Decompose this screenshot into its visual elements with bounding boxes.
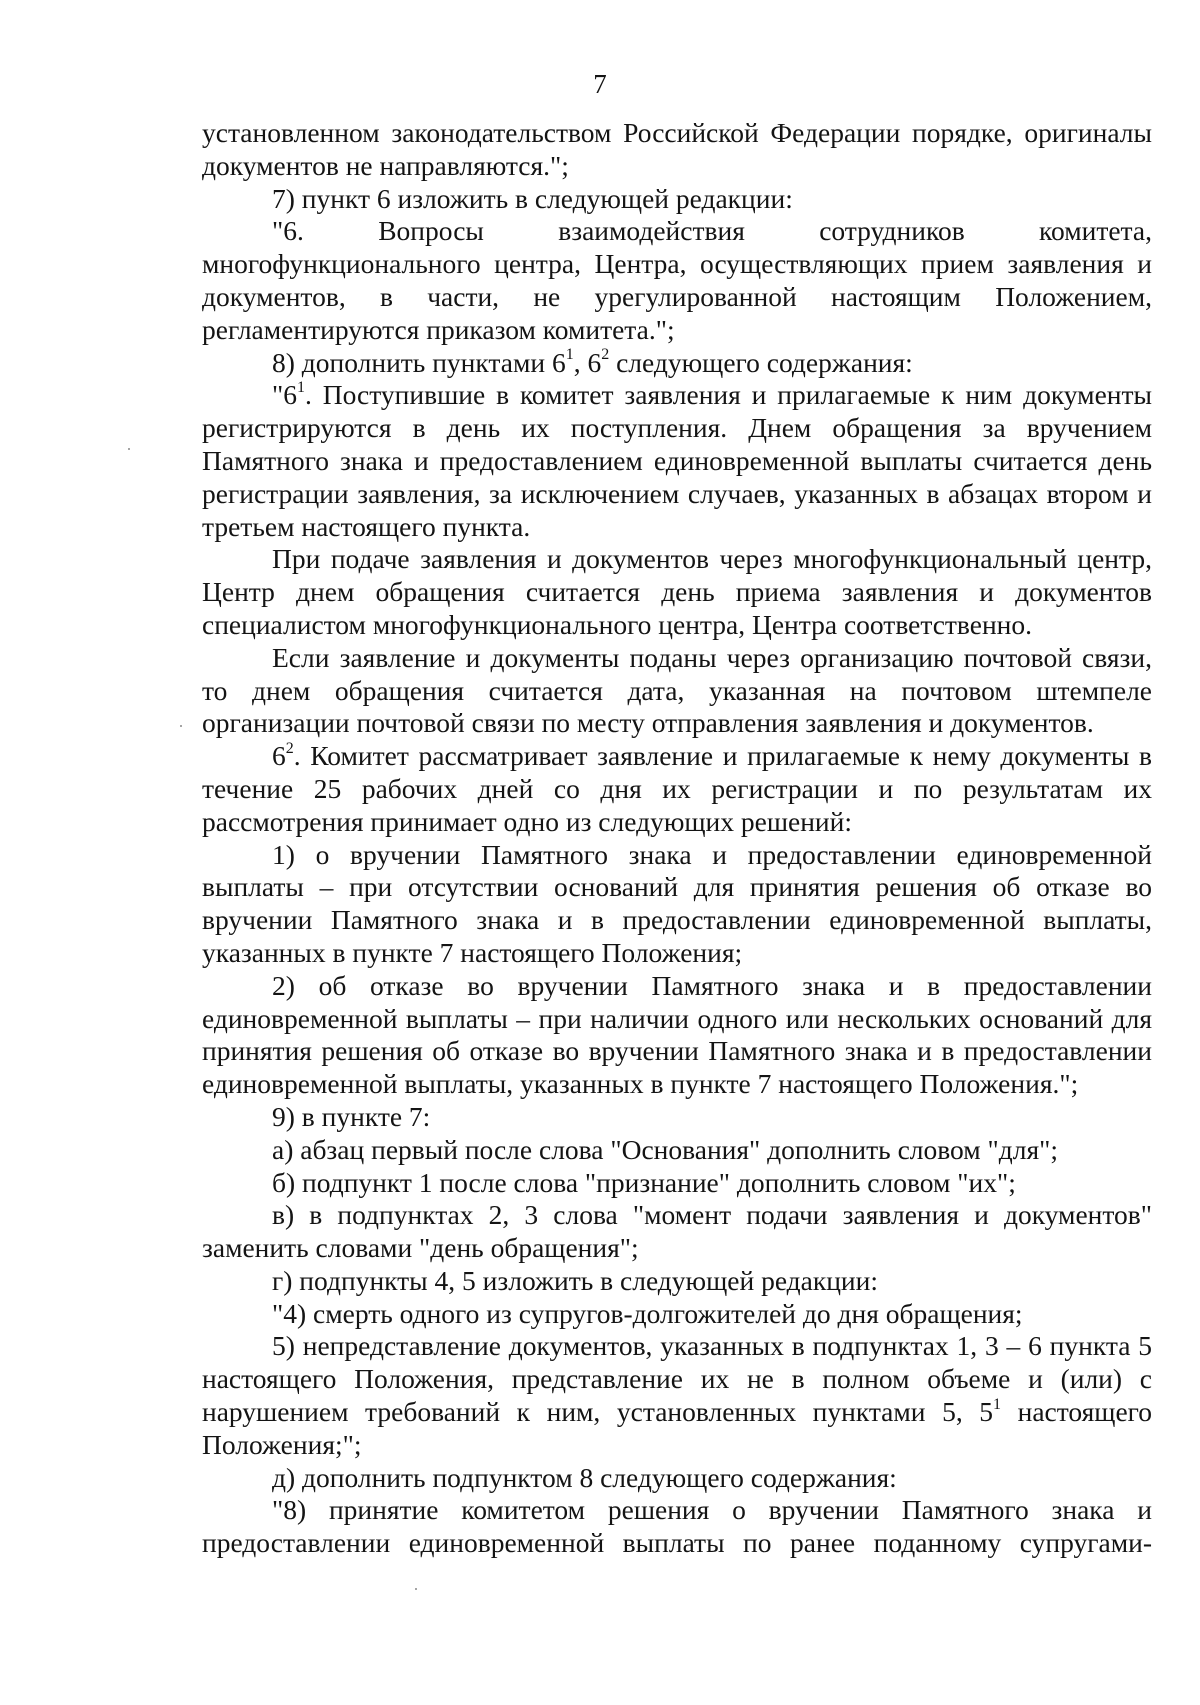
text-run: 5) непредставление документов, указанных в подпунктах 1, 3 – 6 пункта 5 настоящего Положения, представление их не в полном объеме и (или) с нарушением требований к ним, установленных пунктами 5, 5 xyxy=(202,1330,1152,1428)
scan-speck xyxy=(128,448,130,450)
text-run: 6 xyxy=(272,740,286,772)
scan-speck xyxy=(180,725,182,727)
paragraph xyxy=(202,1330,1152,1461)
paragraph: а) абзац первый после слова "Основания" дополнить словом "для"; xyxy=(272,1133,1059,1165)
paragraph: "8) принятие комитетом решения о вручении Памятного знака и предоставлении единовременной выплаты по ранее поданному супругами- xyxy=(202,1494,1152,1559)
paragraph: "6. Вопросы взаимодействия сотрудников комитета, многофункционального центра, Центра, осуществляющих прием заявления и документов, в части, не урегулированной настоящим Положением, регламентируются приказом комитета."; xyxy=(202,215,1152,345)
paragraph: д) дополнить подпунктом 8 следующего содержания: xyxy=(272,1461,897,1493)
paragraph: 1) о вручении Памятного знака и предоставлении единовременной выплаты – при отсутствии оснований для принятия решения об отказе во вручении Памятного знака и в предоставлении единовременной выплаты, указанных в пункте 7 настоящего Положения; xyxy=(202,838,1152,968)
text-run: "6 xyxy=(272,379,297,411)
paragraph xyxy=(202,740,1152,838)
text-run: 8) дополнить пунктами 6 xyxy=(272,346,566,378)
page-number: 7 xyxy=(593,69,607,99)
text-run: следующего содержания: xyxy=(609,346,913,378)
superscript: 2 xyxy=(601,346,610,364)
paragraph: "4) смерть одного из супругов-долгожителей до дня обращения; xyxy=(272,1297,1023,1329)
document-body xyxy=(202,117,1152,1560)
superscript: 2 xyxy=(285,739,294,757)
paragraph: 7) пункт 6 изложить в следующей редакции: xyxy=(272,182,793,214)
superscript: 1 xyxy=(296,379,305,397)
paragraph: в) в подпунктах 2, 3 слова "момент подачи заявления и документов" заменить словами "день обращения"; xyxy=(202,1199,1152,1264)
text-run: . Комитет рассматривает заявление и прилагаемые к нему документы в течение 25 рабочих дней со дня их регистрации и по результатам их рассмотрения принимает одно из следующих решений: xyxy=(202,740,1152,837)
paragraph: установленном законодательством Российской Федерации порядке, оригиналы документов не направляются."; xyxy=(202,117,1152,181)
text-run: настоящего Положения;"; xyxy=(202,1396,1153,1460)
text-run: , 6 xyxy=(573,346,602,378)
paragraph: 9) в пункте 7: xyxy=(272,1100,431,1132)
paragraph: При подаче заявления и документов через многофункциональный центр, Центр днем обращения считается день приема заявления и документов специалистом многофункционального центра, Центра соответственно. xyxy=(202,543,1152,640)
paragraph: Если заявление и документы поданы через организацию почтовой связи, то днем обращения считается дата, указанная на почтовом штемпеле организации почтовой связи по месту отправления заявления и документов. xyxy=(202,641,1152,739)
paragraph xyxy=(202,347,1152,380)
superscript: 1 xyxy=(565,346,574,364)
text-run: . Поступившие в комитет заявления и прилагаемые к ним документы регистрируются в день их поступления. Днем обращения за вручением Памятного знака и предоставлением единовременной выплаты считается день регистрации заявления, за исключением случаев, указанных в абзацах втором и третьем настоящего пункта. xyxy=(202,379,1152,542)
paragraph: 2) об отказе во вручении Памятного знака и в предоставлении единовременной выплаты – при наличии одного или нескольких оснований для принятия решения об отказе во вручении Памятного знака и в предоставлении единовременной выплаты, указанных в пункте 7 настоящего Положения."; xyxy=(202,969,1152,1100)
superscript: 1 xyxy=(993,1395,1002,1413)
paragraph: б) подпункт 1 после слова "признание" дополнить словом "их"; xyxy=(272,1166,1016,1198)
paragraph: г) подпункты 4, 5 изложить в следующей редакции: xyxy=(272,1264,879,1296)
paragraph xyxy=(202,379,1152,543)
scan-speck xyxy=(415,1588,417,1590)
